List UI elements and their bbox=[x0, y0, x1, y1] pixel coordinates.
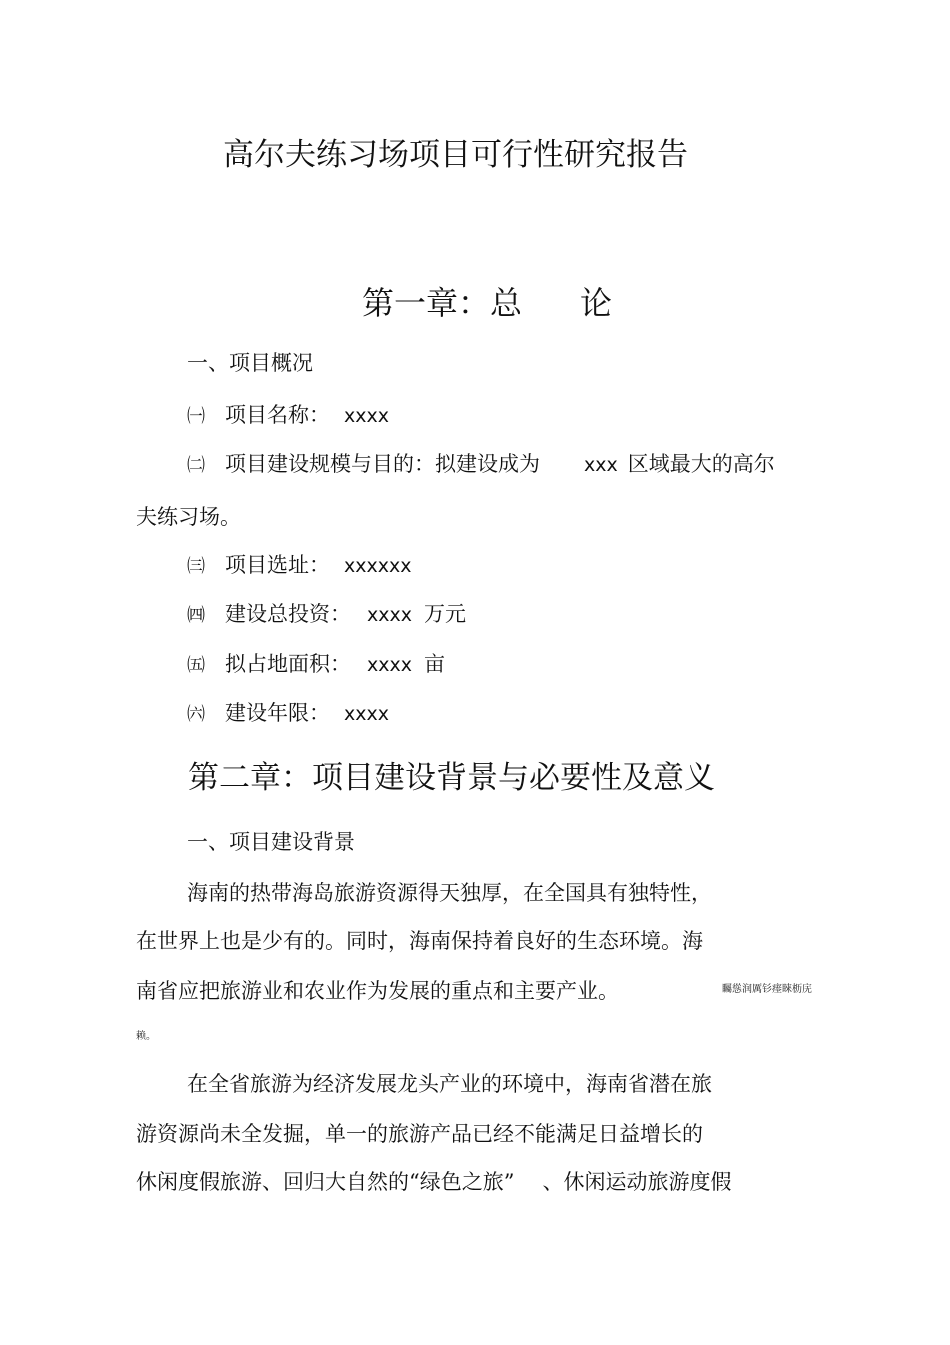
item-label: 项目建设规模与目的：拟建设成为 bbox=[225, 452, 540, 476]
item-marker: ㈠ bbox=[187, 406, 205, 427]
item-marker: ㈢ bbox=[187, 556, 205, 577]
paragraph-1-line-3: 南省应把旅游业和农业作为发展的重点和主要产业。 bbox=[136, 979, 619, 1003]
chapter-2-heading: 第二章：项目建设背景与必要性及意义 bbox=[188, 760, 715, 796]
overview-item-scale bbox=[187, 454, 775, 475]
overview-item-investment bbox=[187, 604, 466, 625]
paragraph-2-line-3 bbox=[136, 1172, 731, 1193]
overview-item-site bbox=[187, 555, 411, 576]
item-value: xxx bbox=[584, 454, 618, 476]
paragraph-1-line-1: 海南的热带海岛旅游资源得天独厚，在全国具有独特性， bbox=[187, 881, 712, 905]
paragraph-1-line-2: 在世界上也是少有的。同时，海南保持着良好的生态环境。海 bbox=[136, 929, 703, 953]
item-value: xxxxxx bbox=[344, 555, 412, 577]
item-label: 建设年限： bbox=[225, 701, 330, 725]
item-label: 项目名称： bbox=[225, 403, 330, 427]
item-unit: 万元 bbox=[423, 602, 466, 626]
section-project-overview: 一、项目概况 bbox=[187, 351, 313, 375]
item-tail: 区域最大的高尔 bbox=[627, 452, 775, 476]
chapter-1-heading-part-b: 论 bbox=[580, 284, 613, 322]
item-label: 项目选址： bbox=[225, 553, 330, 577]
paragraph-2-line-3-part-b: 、休闲运动旅游度假 bbox=[542, 1170, 732, 1194]
chapter-1-heading bbox=[362, 284, 613, 322]
item-unit: 亩 bbox=[423, 652, 445, 676]
overview-item-scale-line2: 夫练习场。 bbox=[136, 505, 241, 529]
overview-item-name bbox=[187, 405, 389, 426]
item-value: xxxx bbox=[367, 604, 412, 626]
paragraph-2-line-1: 在全省旅游为经济发展龙头产业的环境中，海南省潜在旅 bbox=[187, 1072, 712, 1096]
item-label: 拟占地面积： bbox=[225, 652, 351, 676]
paragraph-2-line-2: 游资源尚未全发掘，单一的旅游产品已经不能满足日益增长的 bbox=[136, 1122, 703, 1146]
overview-item-area bbox=[187, 654, 445, 675]
document-title: 高尔夫练习场项目可行性研究报告 bbox=[223, 137, 688, 173]
garbled-text-b: 赖。 bbox=[136, 1031, 156, 1042]
item-value: xxxx bbox=[344, 405, 389, 427]
item-marker: ㈤ bbox=[187, 655, 205, 676]
item-marker: ㈥ bbox=[187, 704, 205, 725]
paragraph-2-line-3-part-a: 休闲度假旅游、回归大自然的“绿色之旅” bbox=[136, 1170, 515, 1194]
item-value: xxxx bbox=[344, 703, 389, 725]
section-project-background: 一、项目建设背景 bbox=[187, 830, 355, 854]
garbled-text-a: 矚慫润厲钐瘗睞枥庑 bbox=[722, 984, 812, 995]
item-label: 建设总投资： bbox=[225, 602, 351, 626]
overview-item-period bbox=[187, 703, 389, 724]
item-marker: ㈡ bbox=[187, 455, 205, 476]
item-marker: ㈣ bbox=[187, 605, 205, 626]
chapter-1-heading-part-a: 第一章：总 bbox=[362, 284, 523, 322]
item-value: xxxx bbox=[367, 654, 412, 676]
